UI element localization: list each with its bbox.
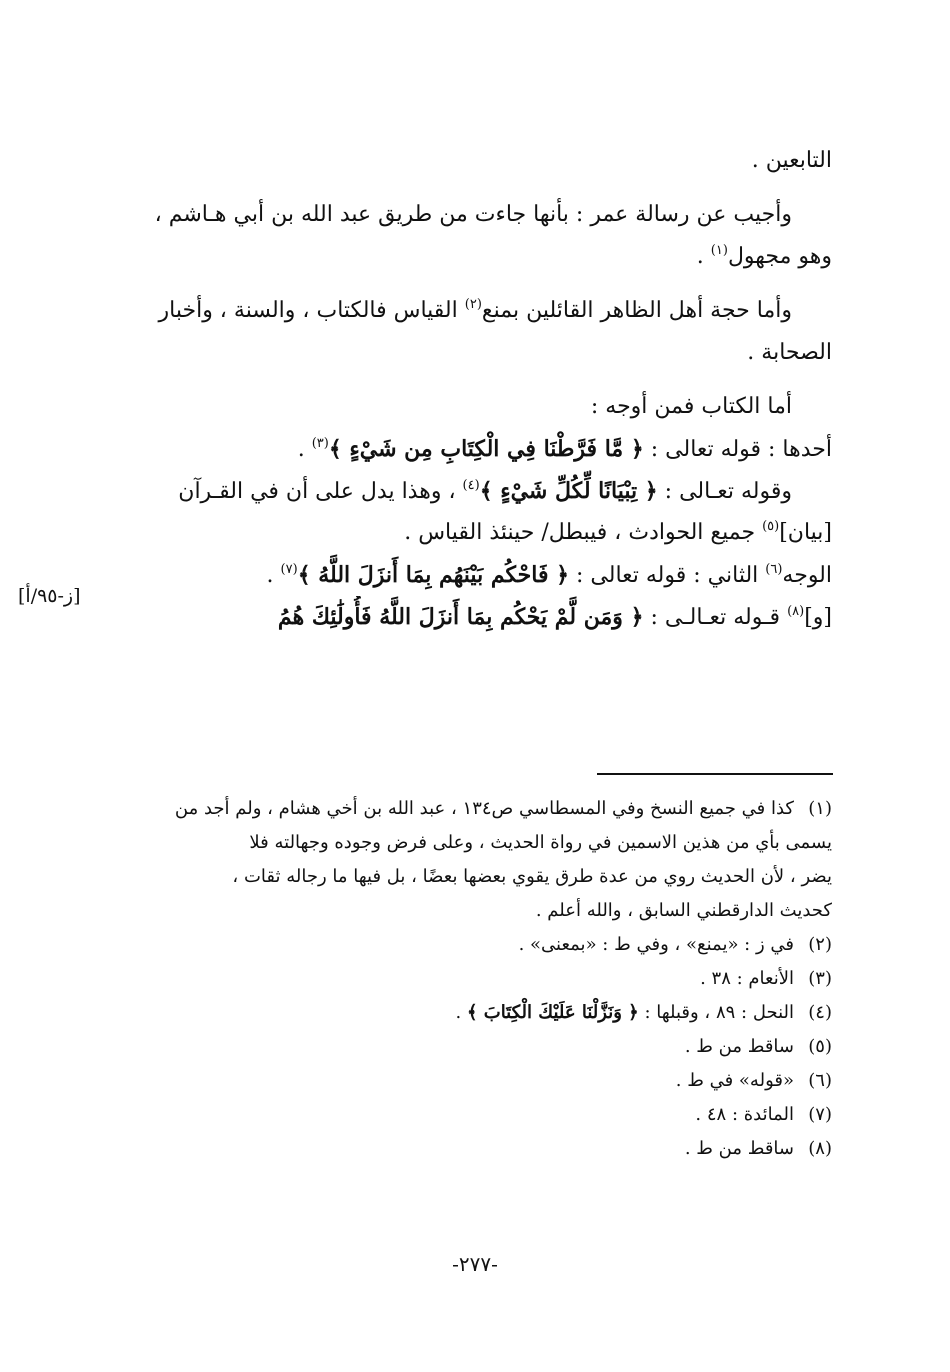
footnote-text: المائدة : ٤٨ .: [695, 1104, 794, 1125]
text-segment: الثاني : قوله تعالى :: [569, 563, 766, 588]
footnote-ref-2: (٢): [464, 297, 482, 312]
footnote-1-cont: [112, 894, 832, 928]
footnotes: [112, 792, 832, 1166]
text-line-7: [117, 428, 832, 470]
footnote-ref-8: (٨): [787, 604, 805, 619]
footnote-7: [112, 1098, 832, 1132]
footnote-number: (٤): [808, 1002, 832, 1023]
footnote-ref-4: (٤): [462, 478, 480, 493]
text-segment: [بيان]: [779, 520, 832, 545]
footnote-text: ساقط من ط .: [684, 1036, 794, 1057]
text-segment: وقوله تعـالى :: [657, 479, 792, 504]
footnote-number: (٨): [808, 1138, 832, 1159]
text-line-3: [117, 236, 832, 278]
text-line-5: [117, 332, 832, 374]
footnote-text: يضر ، لأن الحديث روي من عدة طرق يقوي بعضها بعضًا ، بل فيها ما رجاله ثقات ،: [232, 866, 832, 887]
text-segment: .: [696, 244, 711, 269]
footnote-text: كذا في جميع النسخ وفي المسطاسي ص١٣٤ ، عبد الله بن أخي هشام ، ولم أجد من: [174, 798, 794, 819]
footnote-number: (١): [808, 798, 832, 819]
quran-verse: ﴿ وَنَزَّلْنَا عَلَيْكَ الْكِتَابَ ﴾: [466, 1002, 639, 1023]
text-segment: أما الكتاب فمن أوجه :: [590, 394, 792, 419]
footnote-1-cont: [112, 860, 832, 894]
footnote-3: [112, 962, 832, 996]
footnote-4: [112, 996, 832, 1030]
footnote-text: في ز : «يمنع» ، وفي ط : «بمعنى» .: [518, 934, 794, 955]
text-line-6: [117, 386, 832, 428]
footnote-6: [112, 1064, 832, 1098]
text-segment: وأما حجة أهل الظاهر القائلين بمنع: [481, 298, 792, 323]
footnote-ref-7: (٧): [280, 562, 298, 577]
footnote-ref-6: (٦): [765, 562, 783, 577]
text-line-9: [117, 512, 832, 554]
text-segment: .: [297, 437, 312, 462]
footnote-text: كحديث الدارقطني السابق ، والله أعلم .: [535, 900, 832, 921]
margin-manuscript-ref: [ز-٩٥/أ]: [18, 585, 81, 607]
quran-verse: ﴿ تِبْيَانًا لِّكُلِّ شَيْءٍ ﴾: [479, 478, 658, 504]
footnote-text: الأنعام : ٣٨ .: [700, 968, 794, 989]
footnote-text: ساقط من ط .: [684, 1138, 794, 1159]
text-segment: الوجه: [782, 563, 832, 588]
text-segment: وأجيب عن رسالة عمر : بأنها جاءت من طريق عبد الله بن أبي هـاشم ،: [154, 202, 792, 227]
text-segment: [و]: [804, 605, 832, 630]
footnote-1-cont: [112, 826, 832, 860]
text-segment: الصحابة .: [747, 340, 832, 365]
text-segment: وهو مجهول: [727, 244, 832, 269]
text-line-2: [117, 194, 832, 236]
quran-verse: ﴿ مَّا فَرَّطْنَا فِي الْكِتَابِ مِن شَيْءٍ ﴾: [328, 436, 644, 462]
footnote-text: «قوله» في ط .: [675, 1070, 794, 1091]
footnote-ref-1: (١): [710, 243, 728, 258]
footnote-separator: [597, 773, 833, 775]
text-segment: .: [266, 563, 281, 588]
text-segment: أحدها : قوله تعالى :: [643, 437, 832, 462]
footnote-1: [112, 792, 832, 826]
footnote-number: (٢): [808, 934, 832, 955]
quran-verse: ﴿ وَمَن لَّمْ يَحْكُم بِمَا أَنزَلَ اللَّهُ فَأُولَٰئِكَ هُمُ: [277, 604, 644, 630]
footnote-text: يسمى بأي من هذين الاسمين في رواة الحديث ، وعلى فرض وجوده وجهالته فلا: [249, 832, 832, 853]
text-line-10: [117, 554, 832, 596]
text-segment: جميع الحوادث ، فيبطل/ حينئذ القياس .: [404, 520, 763, 545]
footnote-8: [112, 1132, 832, 1166]
quran-verse: ﴿ فَاحْكُم بَيْنَهُم بِمَا أَنزَلَ اللَّهُ ﴾: [297, 562, 570, 588]
text-segment: قـوله تعـالـى :: [643, 605, 788, 630]
footnote-text: .: [455, 1002, 467, 1023]
footnote-number: (٧): [808, 1104, 832, 1125]
text-line-4: [117, 290, 832, 332]
text-segment: التابعين .: [751, 148, 832, 173]
footnote-ref-5: (٥): [762, 519, 780, 534]
footnote-5: [112, 1030, 832, 1064]
page-number: -٢٧٧-: [452, 1252, 498, 1276]
text-segment: القياس فالكتاب ، والسنة ، وأخبار: [158, 298, 465, 323]
footnote-ref-3: (٣): [311, 436, 329, 451]
footnote-number: (٦): [808, 1070, 832, 1091]
text-segment: ، وهذا يدل على أن في القـرآن: [178, 479, 463, 504]
footnote-text: النحل : ٨٩ ، وقبلها :: [638, 1002, 794, 1023]
text-line-11: [117, 596, 832, 638]
text-line-8: [117, 470, 832, 512]
text-line-1: [117, 140, 832, 182]
footnote-2: [112, 928, 832, 962]
footnote-number: (٣): [808, 968, 832, 989]
main-text: [117, 140, 832, 638]
footnote-number: (٥): [808, 1036, 832, 1057]
